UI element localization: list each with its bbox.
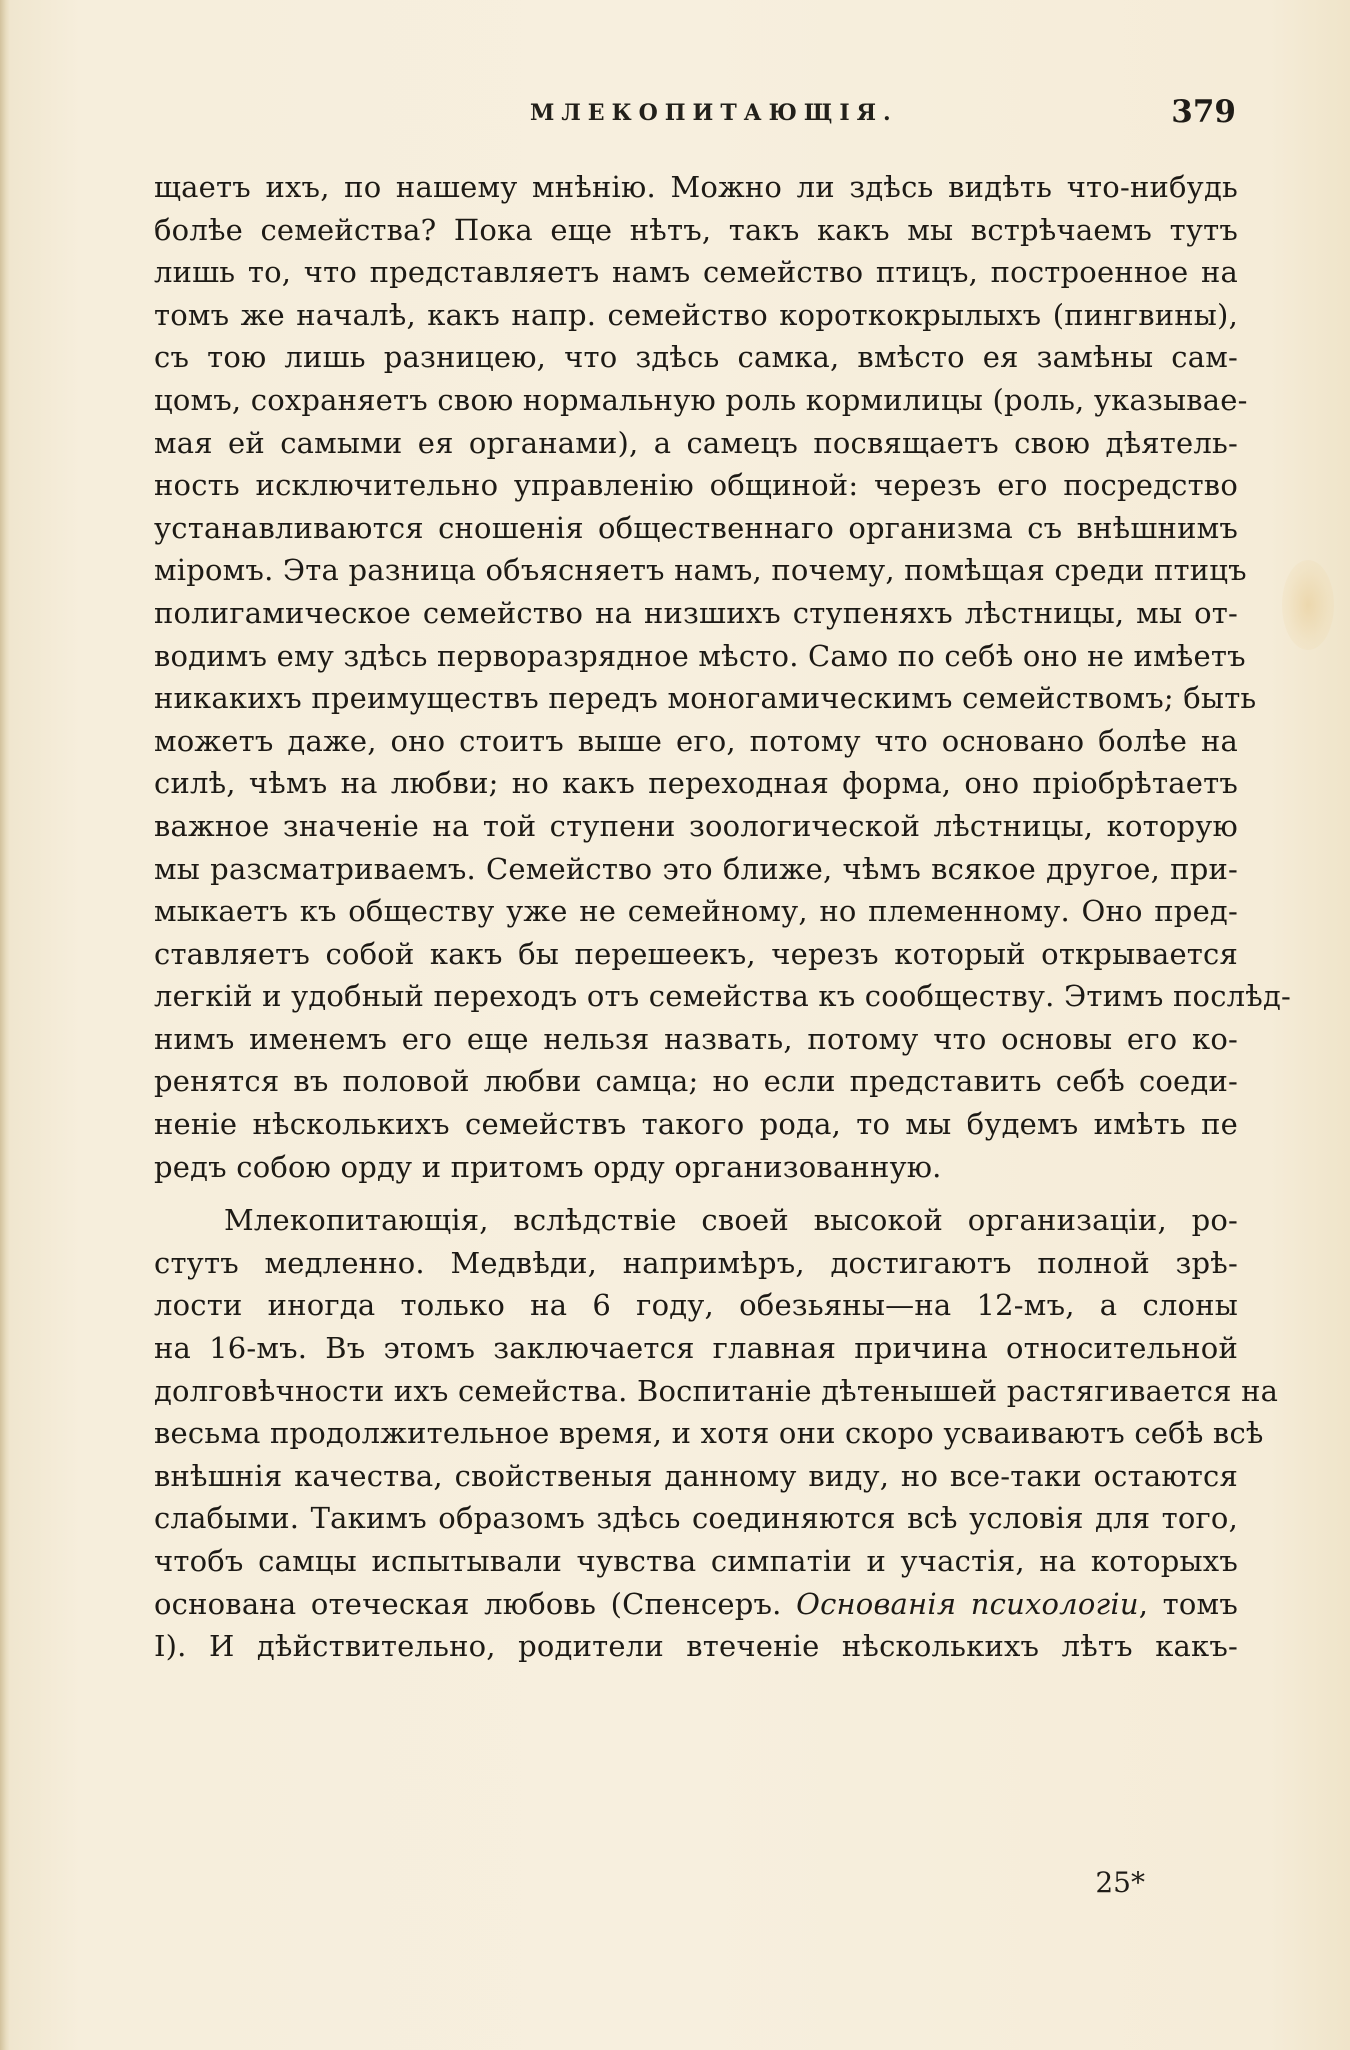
text-line: мая ей самыми ея органами), а самецъ посвящаетъ свою дѣятель-: [154, 425, 1238, 460]
text-line: лишь то, что представляетъ намъ семейство птицъ, построенное на: [154, 255, 1238, 290]
running-header: МЛЕКОПИТАЮЩІЯ.: [530, 100, 898, 126]
text-line: силѣ, чѣмъ на любви; но какъ переходная форма, оно пріобрѣтаетъ: [154, 766, 1238, 801]
text-line: весьма продолжительное время, и хотя они скоро усваиваютъ себѣ всѣ: [154, 1416, 1264, 1451]
paragraph-2: [154, 1199, 1279, 1668]
text-line: полигамическое семейство на низшихъ ступеняхъ лѣстницы, мы от-: [154, 595, 1238, 630]
text-line: міромъ. Эта разница объясняетъ намъ, почему, помѣщая среди птицъ: [154, 553, 1247, 588]
text-line: мыкаетъ къ обществу уже не семейному, но племенному. Оно пред-: [154, 894, 1238, 929]
text-line: Млекопитающія, вслѣдствіе своей высокой организаціи, ро-: [224, 1203, 1238, 1238]
page-left-edge: [0, 0, 10, 2050]
text-line: лости иногда только на 6 году, обезьяны—на 12-мъ, а слоны: [154, 1288, 1238, 1323]
signature-mark: 25*: [1095, 1866, 1145, 1899]
text-line: водимъ ему здѣсь перворазрядное мѣсто. Само по себѣ оно не имѣетъ: [154, 638, 1246, 673]
text-line: ренятся въ половой любви самца; но если представить себѣ соеди-: [154, 1064, 1238, 1099]
text-line: томъ же началѣ, какъ напр. семейство короткокрылыхъ (пингвины),: [154, 297, 1238, 332]
page-number: 379: [1171, 94, 1236, 130]
text-line: легкій и удобный переходъ отъ семейства къ сообществу. Этимъ послѣд-: [154, 979, 1291, 1014]
text-line: I). И дѣйствительно, родители втеченіе нѣсколькихъ лѣтъ какъ-: [154, 1629, 1238, 1664]
citation-suffix: , томъ: [1138, 1586, 1238, 1621]
text-line: ность исключительно управленію общиной: черезъ его посредство: [154, 468, 1238, 503]
text-line: ставляетъ собой какъ бы перешеекъ, черезъ который открывается: [154, 936, 1238, 971]
text-line: неніе нѣсколькихъ семействъ такого рода, то мы будемъ имѣть пе: [154, 1107, 1238, 1142]
text-line: устанавливаются сношенія общественнаго организма съ внѣшнимъ: [154, 510, 1238, 545]
text-line: на 16-мъ. Въ этомъ заключается главная причина относительной: [154, 1331, 1238, 1366]
text-line: слабыми. Такимъ образомъ здѣсь соединяются всѣ условія для того,: [154, 1501, 1238, 1536]
text-line: редъ собою орду и притомъ орду организованную.: [154, 1149, 942, 1184]
citation-prefix: основана отеческая любовь (Спенсеръ.: [154, 1586, 797, 1621]
paragraph-1: [154, 166, 1291, 1188]
text-line-with-citation: [154, 1583, 1238, 1626]
text-line: нимъ именемъ его еще нельзя назвать, потому что основы его ко-: [154, 1021, 1238, 1056]
text-line: чтобъ самцы испытывали чувства симпатіи и участія, на которыхъ: [154, 1544, 1238, 1578]
text-line: важное значеніе на той ступени зоологической лѣстницы, которую: [154, 808, 1238, 843]
main-text: [154, 166, 1291, 1668]
text-line: никакихъ преимуществъ передъ моногамическимъ семействомъ; быть: [154, 681, 1257, 716]
text-line: мы разсматриваемъ. Семейство это ближе, чѣмъ всякое другое, при-: [154, 851, 1238, 886]
text-line: щаетъ ихъ, по нашему мнѣнію. Можно ли здѣсь видѣть что-нибудь: [154, 170, 1238, 204]
book-title-italic: Основанія психологіи: [796, 1586, 1139, 1621]
text-line: можетъ даже, оно стоитъ выше его, потому что основано болѣе на: [154, 723, 1238, 758]
text-line: стутъ медленно. Медвѣди, напримѣръ, достигаютъ полной зрѣ-: [154, 1245, 1238, 1280]
text-line: съ тою лишь разницею, что здѣсь самка, вмѣсто ея замѣны сам-: [154, 340, 1238, 375]
paper-stain: [1282, 560, 1334, 650]
text-line: внѣшнія качества, свойственыя данному виду, но все-таки остаются: [154, 1458, 1238, 1493]
text-line: болѣе семейства? Пока еще нѣтъ, такъ какъ мы встрѣчаемъ тутъ: [154, 212, 1238, 247]
text-line: цомъ, сохраняетъ свою нормальную роль кормилицы (роль, указывае-: [154, 382, 1248, 417]
text-line: долговѣчности ихъ семейства. Воспитаніе дѣтенышей растягивается на: [154, 1373, 1279, 1408]
paragraph-gap: [154, 1188, 1238, 1199]
